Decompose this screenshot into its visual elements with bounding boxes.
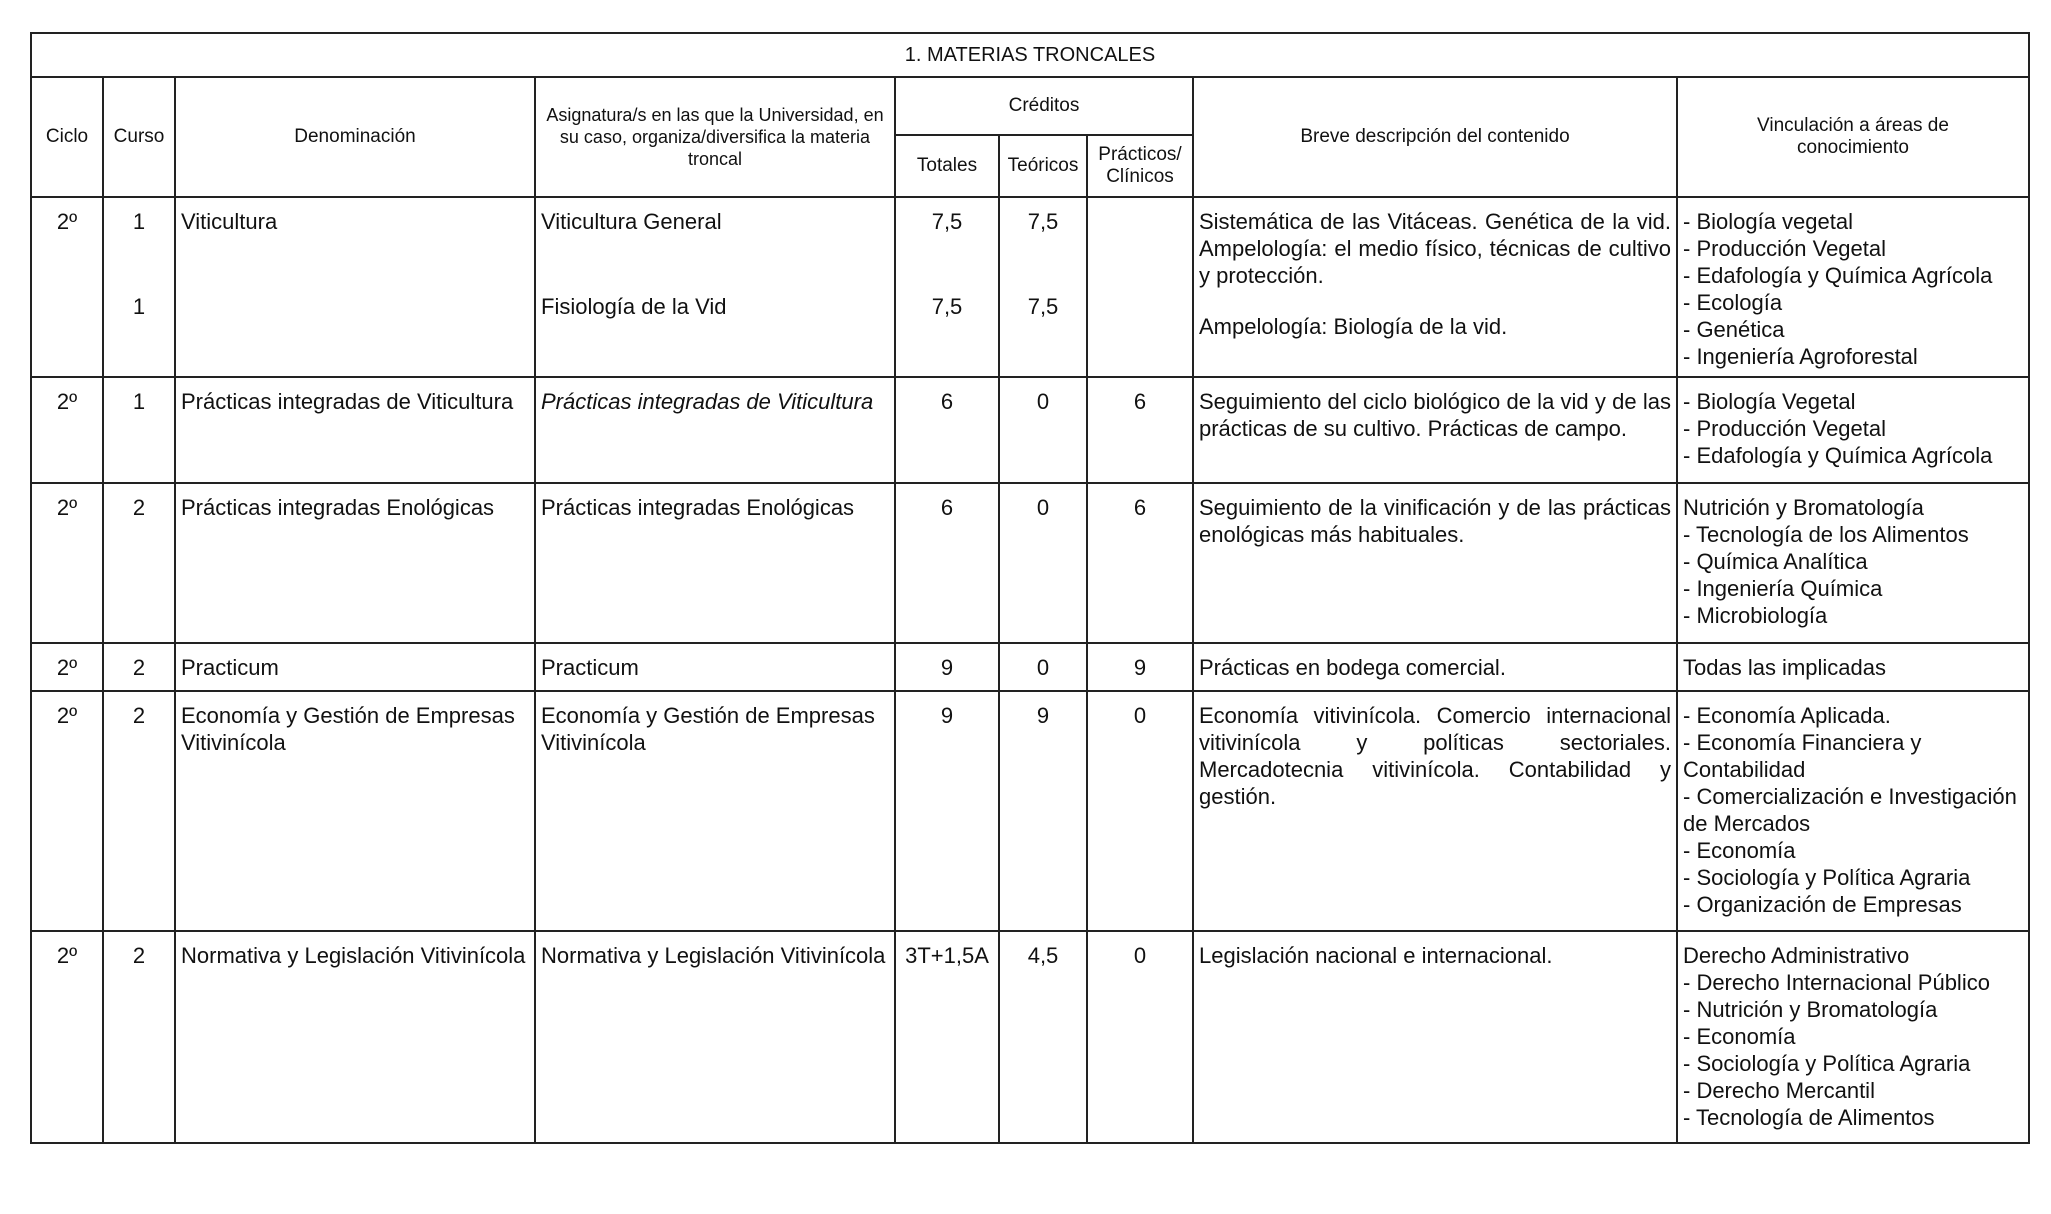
cell-asignatura: Prácticas integradas Enológicas [535, 483, 895, 643]
cell-teoricos-value-2: 7,5 [1027, 294, 1059, 319]
cell-descripcion: Legislación nacional e internacional. [1193, 931, 1677, 1143]
area-item: - Química Analítica [1683, 549, 1868, 574]
cell-ciclo: 2º [31, 643, 103, 691]
header-descripcion: Breve descripción del contenido [1193, 77, 1677, 197]
cell-totales: 6 [895, 483, 999, 643]
header-asignatura: Asignatura/s en las que la Universidad, en su caso, organiza/diversifica la materia troncal [535, 77, 895, 197]
header-totales: Totales [895, 135, 999, 197]
area-item: - Genética [1683, 317, 1785, 342]
area-item: - Economía [1683, 1024, 1796, 1049]
cell-practicos: 6 [1087, 483, 1193, 643]
cell-areas [1677, 691, 2029, 931]
area-item: - Producción Vegetal [1683, 236, 1887, 261]
cell-practicos: 6 [1087, 377, 1193, 483]
area-item: - Ingeniería Química [1683, 576, 1883, 601]
table-row [31, 197, 2029, 377]
area-item: - Economía [1683, 838, 1796, 863]
cell-curso: 1 [103, 377, 175, 483]
cell-denominacion: Viticultura [175, 197, 535, 377]
cell-denominacion: Economía y Gestión de Empresas Vitivinícola [175, 691, 535, 931]
table-row [31, 377, 2029, 483]
cell-curso: 2 [103, 691, 175, 931]
header-vinculacion: Vinculación a áreas de conocimiento [1677, 77, 2029, 197]
cell-descripcion: Seguimiento del ciclo biológico de la vid y de las prácticas de su cultivo. Prácticas de campo. [1193, 377, 1677, 483]
cell-areas [1677, 377, 2029, 483]
cell-areas [1677, 643, 2029, 691]
area-item: - Nutrición y Bromatología [1683, 997, 1938, 1022]
area-item: - Edafología y Química Agrícola [1683, 443, 1993, 468]
area-item: - Derecho Mercantil [1683, 1078, 1875, 1103]
cell-descripcion [1193, 197, 1677, 377]
cell-totales [895, 197, 999, 377]
cell-ciclo: 2º [31, 377, 103, 483]
cell-curso: 2 [103, 483, 175, 643]
area-item: - Ingeniería Agroforestal [1683, 344, 1918, 369]
cell-teoricos: 0 [999, 377, 1087, 483]
table-row [31, 691, 2029, 931]
cell-curso: 2 [103, 643, 175, 691]
area-item: Nutrición y Bromatología [1683, 495, 1924, 520]
cell-totales-value: 7,5 [931, 209, 963, 234]
table-row [31, 931, 2029, 1143]
area-item: - Economía Financiera y Contabilidad [1683, 730, 1922, 782]
cell-curso [103, 197, 175, 377]
cell-ciclo: 2º [31, 483, 103, 643]
cell-descripcion-value-2: Ampelología: Biología de la vid. [1199, 314, 1508, 339]
cell-teoricos: 9 [999, 691, 1087, 931]
cell-descripcion: Seguimiento de la vinificación y de las prácticas enológicas más habituales. [1193, 483, 1677, 643]
cell-areas [1677, 483, 2029, 643]
header-denominacion: Denominación [175, 77, 535, 197]
cell-asignatura: Normativa y Legislación Vitivinícola [535, 931, 895, 1143]
cell-ciclo: 2º [31, 197, 103, 377]
cell-totales: 3T+1,5A [895, 931, 999, 1143]
cell-teoricos: 4,5 [999, 931, 1087, 1143]
cell-asignatura: Practicum [535, 643, 895, 691]
area-item: - Sociología y Política Agraria [1683, 1051, 1971, 1076]
cell-totales: 6 [895, 377, 999, 483]
cell-ciclo: 2º [31, 931, 103, 1143]
area-item: - Microbiología [1683, 603, 1828, 628]
header-ciclo: Ciclo [31, 77, 103, 197]
area-item: - Tecnología de Alimentos [1683, 1105, 1935, 1130]
cell-ciclo: 2º [31, 691, 103, 931]
area-item: - Edafología y Química Agrícola [1683, 263, 1993, 288]
area-item: - Sociología y Política Agraria [1683, 865, 1971, 890]
cell-asignatura-value: Viticultura General [541, 209, 722, 234]
area-item: - Tecnología de los Alimentos [1683, 522, 1969, 547]
cell-areas [1677, 931, 2029, 1143]
cell-asignatura: Prácticas integradas de Viticultura [535, 377, 895, 483]
cell-teoricos: 0 [999, 643, 1087, 691]
area-item: - Organización de Empresas [1683, 892, 1962, 917]
area-item: - Derecho Internacional Público [1683, 970, 1990, 995]
cell-totales: 9 [895, 691, 999, 931]
cell-practicos: 0 [1087, 931, 1193, 1143]
area-item: - Economía Aplicada. [1683, 703, 1891, 728]
area-item: Todas las implicadas [1683, 655, 1886, 680]
cell-asignatura [535, 197, 895, 377]
materias-troncales-sheet [30, 32, 2028, 1144]
cell-teoricos-value: 7,5 [1027, 209, 1059, 234]
header-creditos: Créditos [895, 77, 1193, 135]
cell-curso: 2 [103, 931, 175, 1143]
cell-asignatura-value-2: Fisiología de la Vid [541, 294, 727, 319]
cell-teoricos [999, 197, 1087, 377]
table-row [31, 643, 2029, 691]
cell-denominacion: Normativa y Legislación Vitivinícola [175, 931, 535, 1143]
cell-practicos: 0 [1087, 691, 1193, 931]
table-title: 1. MATERIAS TRONCALES [31, 33, 2029, 77]
table-row [31, 483, 2029, 643]
cell-teoricos: 0 [999, 483, 1087, 643]
area-item: - Biología vegetal [1683, 209, 1853, 234]
cell-descripcion-value: Sistemática de las Vitáceas. Genética de la vid. Ampelología: el medio físico, técnicas de cultivo y protección. [1199, 209, 1671, 288]
cell-curso-value: 1 [132, 209, 146, 234]
cell-totales-value-2: 7,5 [931, 294, 963, 319]
area-item: - Biología Vegetal [1683, 389, 1856, 414]
cell-practicos: 9 [1087, 643, 1193, 691]
cell-areas [1677, 197, 2029, 377]
header-curso: Curso [103, 77, 175, 197]
cell-practicos [1087, 197, 1193, 377]
cell-denominacion: Practicum [175, 643, 535, 691]
area-item: - Comercialización e Investigación de Mercados [1683, 784, 2017, 836]
cell-denominacion: Prácticas integradas de Viticultura [175, 377, 535, 483]
header-practicos: Prácticos/ Clínicos [1087, 135, 1193, 197]
cell-descripcion: Prácticas en bodega comercial. [1193, 643, 1677, 691]
area-item: Derecho Administrativo [1683, 943, 1910, 968]
cell-denominacion: Prácticas integradas Enológicas [175, 483, 535, 643]
area-item: - Ecología [1683, 290, 1783, 315]
cell-totales: 9 [895, 643, 999, 691]
header-teoricos: Teóricos [999, 135, 1087, 197]
cell-descripcion: Economía vitivinícola. Comercio internacional vitivinícola y políticas sectoriales. Mercadotecnia vitivinícola. Contabilidad y gestión. [1193, 691, 1677, 931]
materias-table [30, 32, 2030, 1144]
cell-curso-value-2: 1 [132, 294, 146, 319]
cell-asignatura: Economía y Gestión de Empresas Vitivinícola [535, 691, 895, 931]
area-item: - Producción Vegetal [1683, 416, 1887, 441]
